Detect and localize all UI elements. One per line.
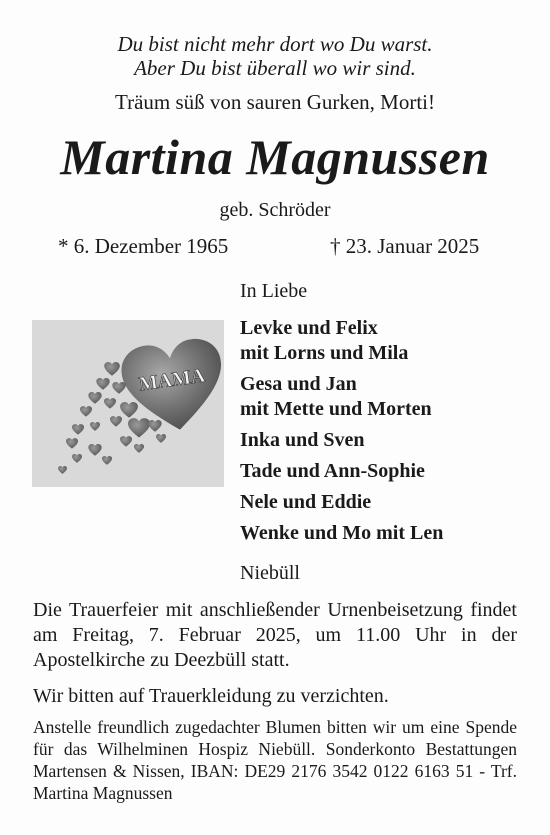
mourner-line: mit Mette und Morten bbox=[240, 398, 432, 420]
deceased-name: Martina Magnussen bbox=[60, 129, 490, 185]
memorial-quote bbox=[0, 32, 550, 80]
list-item bbox=[240, 372, 443, 422]
heart-image bbox=[32, 320, 224, 487]
list-item bbox=[240, 428, 443, 453]
list-item bbox=[240, 521, 443, 546]
mourner-line: Gesa und Jan bbox=[240, 373, 357, 395]
mourner-line: Inka und Sven bbox=[240, 429, 365, 451]
list-item bbox=[240, 459, 443, 484]
mourner-line: Tade und Ann-Sophie bbox=[240, 460, 425, 482]
farewell-message: Träum süß von sauren Gurken, Morti! bbox=[114, 90, 436, 114]
heart-illustration bbox=[32, 320, 224, 487]
quote-line-2: Aber Du bist überall wo wir sind. bbox=[134, 56, 416, 80]
birth-name: geb. Schröder bbox=[219, 199, 331, 221]
birth-date: * 6. Dezember 1965 bbox=[58, 234, 229, 258]
donation-notice: Anstelle freundlich zugedachter Blumen bitten wir um eine Spende für das Wilhelminen Hospiz Niebüll. Sonderkonto Bestattungen Martensen & Nissen, IBAN: DE29 2176 3542 0122 6163 51 - Trf. Martina Magnussen bbox=[33, 717, 517, 803]
mourner-line: mit Lorns und Mila bbox=[240, 342, 409, 364]
dress-notice: Wir bitten auf Trauerkleidung zu verzichten. bbox=[33, 685, 389, 707]
mourners-intro: In Liebe bbox=[240, 280, 308, 302]
ceremony-notice: Die Trauerfeier mit anschließender Urnenbeisetzung findet am Freitag, 7. Februar 2025, um 11.00 Uhr in der Apostelkirche zu Deezbüll statt. bbox=[33, 599, 517, 671]
list-item bbox=[240, 490, 443, 515]
mourners-place: Niebüll bbox=[240, 562, 300, 584]
death-date: † 23. Januar 2025 bbox=[330, 234, 480, 258]
mourner-line: Nele und Eddie bbox=[240, 491, 372, 513]
list-item bbox=[240, 316, 443, 366]
heart-label: MAMA bbox=[137, 364, 207, 396]
mourner-line: Levke und Felix bbox=[240, 317, 378, 339]
quote-line-1: Du bist nicht mehr dort wo Du warst. bbox=[117, 32, 433, 56]
mourner-line: Wenke und Mo mit Len bbox=[240, 522, 444, 544]
mourners-list bbox=[240, 316, 443, 552]
